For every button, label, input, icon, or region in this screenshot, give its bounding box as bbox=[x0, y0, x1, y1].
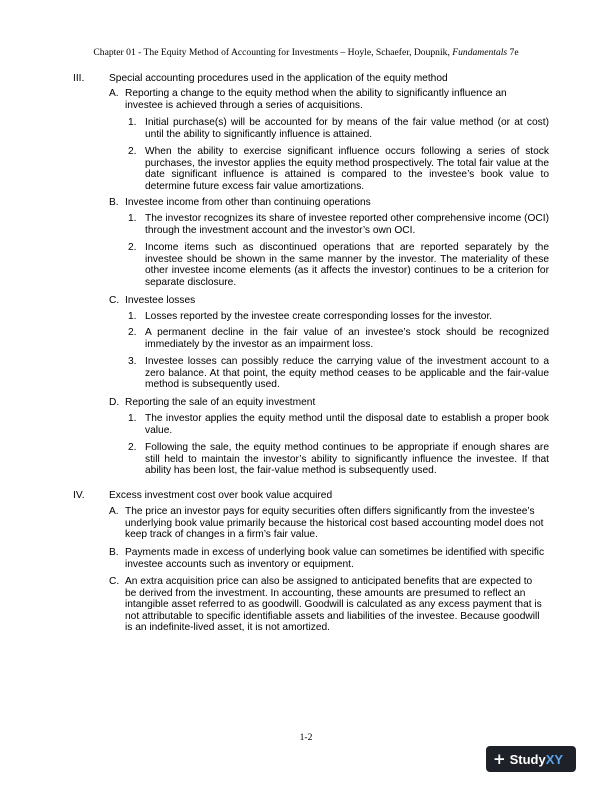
item-number: 2. bbox=[128, 442, 137, 453]
section-title: Special accounting procedures used in the application of the equity method bbox=[109, 73, 448, 84]
logo-text: Study bbox=[509, 751, 546, 767]
subsection-letter: B. bbox=[109, 197, 119, 208]
subsection-text: An extra acquisition price can also be assigned to anticipated benefits that are expected to be derived from the investment. In accounting, these amounts are presumed to reflect an intangible asset referred to as goodwill. Goodwill is calculated as any excess payment that is not attributable to specific identifiable assets and liabilities of the investee. Because goodwill is an indefinite-lived asset, it is not amortized. bbox=[125, 576, 542, 634]
item-number: 1. bbox=[128, 413, 137, 424]
subsection-letter: C. bbox=[109, 295, 120, 306]
item-text: The investor recognizes its share of investee reported other comprehensive income (OCI) through the investment account and the investor’s own OCI. bbox=[145, 213, 549, 236]
logo-accent: XY bbox=[545, 751, 564, 767]
item-number: 2. bbox=[128, 242, 137, 253]
item-text: The investor applies the equity method until the disposal date to establish a proper book value. bbox=[145, 413, 549, 436]
page-header bbox=[0, 47, 612, 58]
subsection-text: Investee income from other than continuing operations bbox=[125, 197, 371, 208]
item-number: 1. bbox=[128, 213, 137, 224]
item-text: Losses reported by the investee create corresponding losses for the investor. bbox=[145, 311, 493, 322]
section-number: III. bbox=[73, 73, 85, 84]
subsection-text: Payments made in excess of underlying book value can sometimes be identified with specific investee accounts such as inventory or equipment. bbox=[125, 547, 545, 570]
item-text: Initial purchase(s) will be accounted for by means of the fair value method (or at cost) until the ability to significantly influence is attained. bbox=[145, 117, 549, 140]
item-number: 3. bbox=[128, 356, 137, 367]
section-title: Excess investment cost over book value acquired bbox=[109, 490, 333, 501]
item-text: Following the sale, the equity method continues to be appropriate if enough shares are still held to maintain the investor’s ability to significantly influence the investee. If that ability has been lost, the fair-value method is subsequently used. bbox=[145, 442, 549, 477]
section-number: IV. bbox=[73, 490, 85, 501]
item-text: A permanent decline in the fair value of an investee’s stock should be recognized immediately by the investor as an impairment loss. bbox=[145, 327, 549, 350]
item-text: Investee losses can possibly reduce the carrying value of the investment account to a zero balance. At that point, the equity method ceases to be applicable and the fair-value method is subsequently used. bbox=[145, 356, 549, 391]
item-number: 2. bbox=[128, 146, 137, 157]
subsection-letter: A. bbox=[109, 506, 119, 517]
subsection-text: Reporting the sale of an equity investment bbox=[125, 397, 316, 408]
item-number: 2. bbox=[128, 327, 137, 338]
header-prefix: Chapter 01 - The Equity Method of Accounting for Investments – Hoyle, Schaefer, Doupnik, bbox=[93, 47, 453, 58]
subsection-letter: D. bbox=[109, 397, 120, 408]
page-number: 1-2 bbox=[299, 732, 313, 743]
item-text: When the ability to exercise significant influence occurs following a series of stock purchases, the investor applies the equity method prospectively. The total fair value at the date significant influence is attained is compared to the investee’s book value to determine future excess fair value amortizations. bbox=[145, 146, 549, 192]
item-number: 1. bbox=[128, 117, 137, 128]
header-book-title: Fundamentals bbox=[452, 47, 508, 58]
item-number: 1. bbox=[128, 311, 137, 322]
subsection-letter: A. bbox=[109, 88, 119, 99]
studyxy-logo bbox=[486, 746, 576, 772]
subsection-letter: C. bbox=[109, 576, 120, 587]
item-text: Income items such as discontinued operations that are reported separately by the investee should be shown in the same manner by the investor. The materiality of these other investee income elements (as it affects the investor) continues to be a criterion for separate disclosure. bbox=[145, 242, 549, 288]
subsection-text: Reporting a change to the equity method when the ability to significantly influence an investee is achieved through a series of acquisitions. bbox=[125, 88, 507, 111]
subsection-text: Investee losses bbox=[125, 295, 196, 306]
header-edition: 7e bbox=[507, 47, 519, 58]
subsection-text: The price an investor pays for equity securities often differs significantly from the investee’s underlying book value primarily because the historical cost based accounting model does not keep track of changes in a firm’s fair value. bbox=[125, 506, 544, 541]
plus-icon: + bbox=[493, 749, 506, 768]
subsection-letter: B. bbox=[109, 547, 119, 558]
